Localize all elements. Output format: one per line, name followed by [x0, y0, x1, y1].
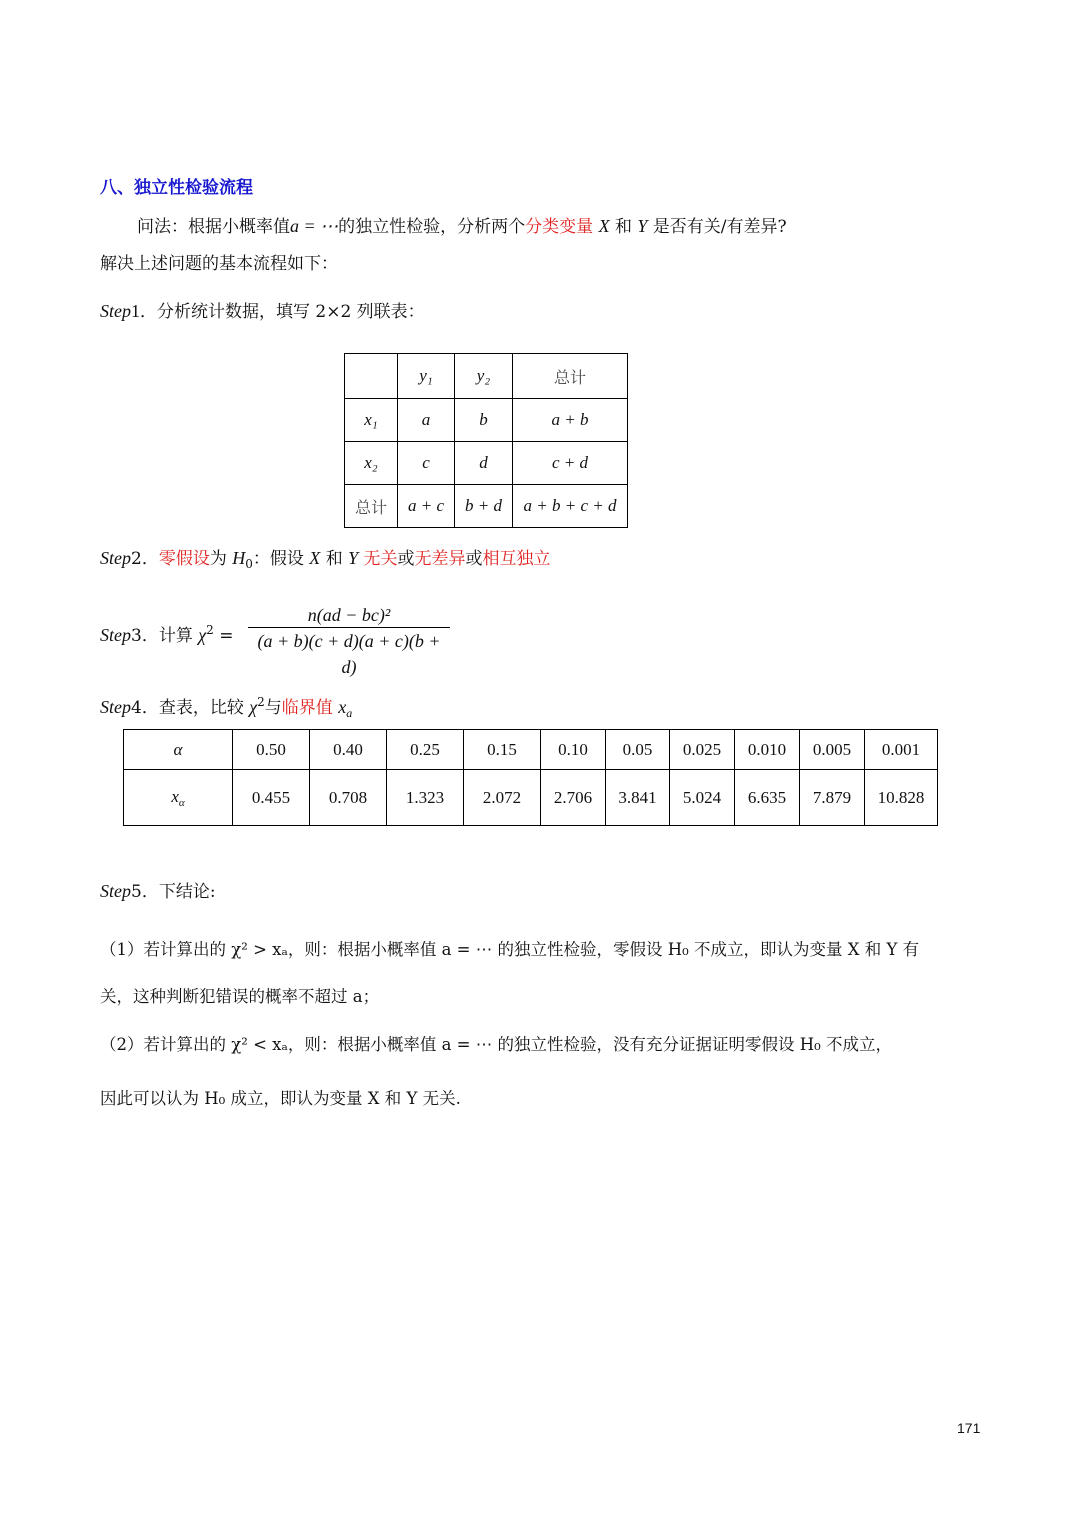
table-row: $x_\alpha$ 0.455 0.708 1.323 2.072 2.706 3.841 5.024 6.635 7.879 10.828: [124, 770, 938, 826]
chi-square-formula: [248, 603, 450, 680]
conclusion-1-line-2: 关，这种判断犯错误的概率不超过 a；: [100, 987, 380, 1006]
intro-flow: 解决上述问题的基本流程如下：: [100, 254, 338, 274]
table-row: 总计 a + c b + d a + b + c + d: [345, 485, 628, 528]
critical-value-table: [123, 729, 938, 826]
table-row: α 0.50 0.40 0.25 0.15 0.10 0.05 0.025 0.010 0.005 0.001: [124, 730, 938, 770]
table-row: y₁ y₂ 总计: [345, 354, 628, 399]
section-title: 八、独立性检验流程: [100, 178, 253, 198]
step5: Step5．下结论:: [100, 881, 216, 902]
formula-numerator: n(ad − bc)²: [307, 605, 391, 625]
intro-question: 问法：根据小概率值a = ⋯的独立性检验，分析两个分类变量 X 和 Y 是否有关/有差异?: [137, 216, 787, 237]
step1: Step1．分析统计数据，填写 2×2 列联表：: [100, 301, 425, 322]
conclusion-2-line-2: 因此可以认为 H₀ 成立，即认为变量 X 和 Y 无关.: [100, 1089, 461, 1108]
conclusion-1-line-1: （1）若计算出的 χ² > xₐ，则：根据小概率值 a = ⋯ 的独立性检验，零假设 H₀ 不成立，即认为变量 X 和 Y 有: [100, 940, 920, 959]
page-number: 171: [957, 1420, 981, 1436]
highlight-categorical: 分类变量: [525, 217, 594, 237]
contingency-table: [344, 353, 628, 528]
step3: Step3．计算 $\chi^2$ =: [100, 623, 234, 646]
table-row: x₂ c d c + d: [345, 442, 628, 485]
step2: Step2．零假设为 $H_0$：假设 X 和 Y 无关或无差异或相互独立: [100, 548, 551, 571]
conclusion-2-line-1: （2）若计算出的 χ² < xₐ，则：根据小概率值 a = ⋯ 的独立性检验，没有充分证据证明零假设 H₀ 不成立，: [100, 1035, 892, 1054]
formula-denominator: (a + b)(c + d)(a + c)(b + d): [248, 627, 450, 680]
table-row: x₁ a b a + b: [345, 399, 628, 442]
step4: Step4．查表，比较 $\chi^2$与临界值 $x_a$: [100, 695, 353, 720]
